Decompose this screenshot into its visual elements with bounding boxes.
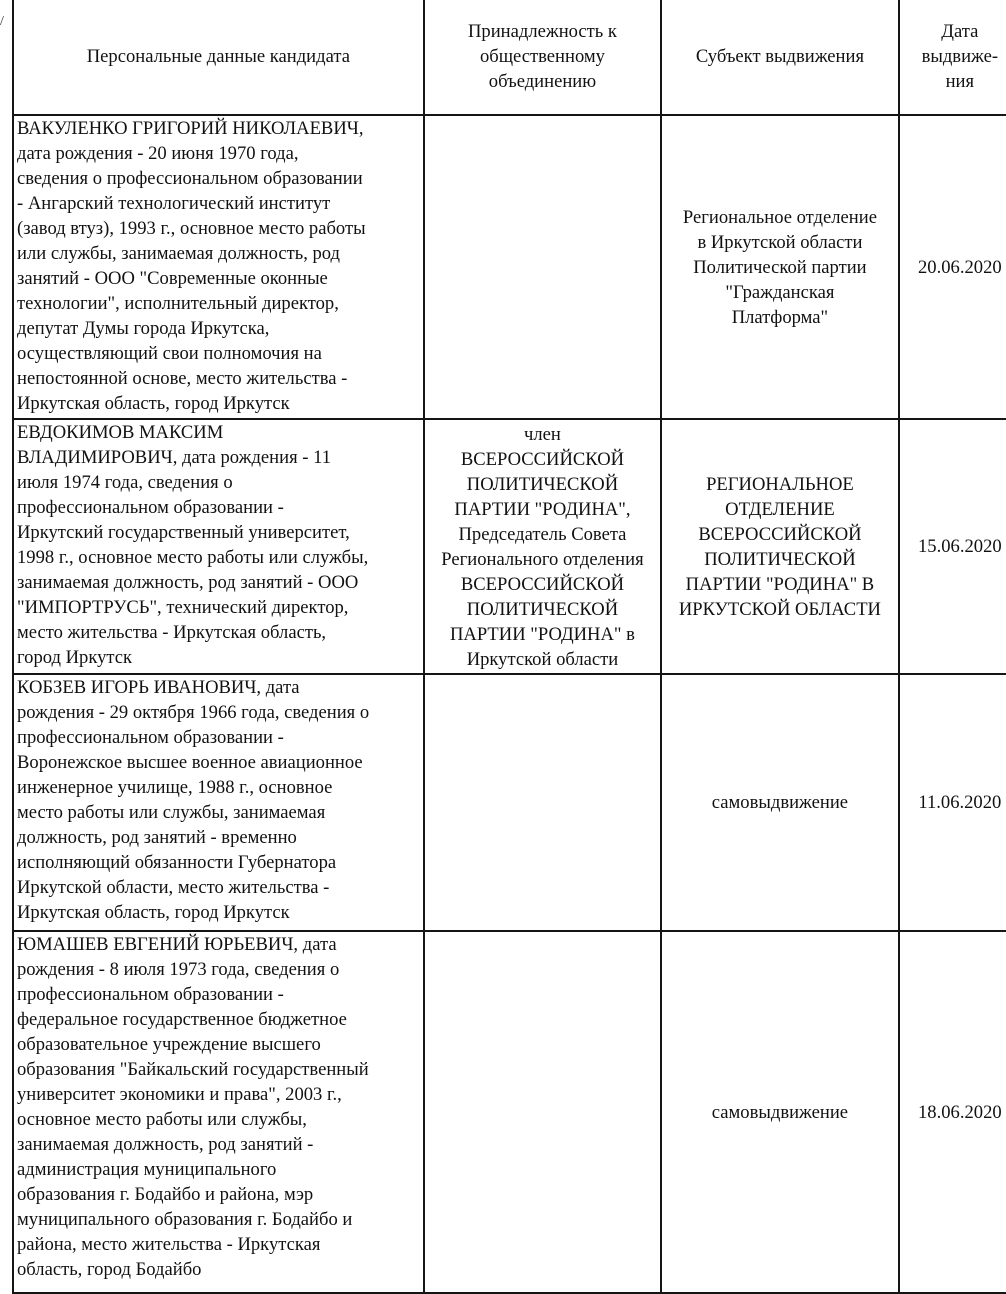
header-date: Дата выдвиже- ния	[899, 0, 1006, 115]
text-line: профессиональном образовании -	[17, 497, 284, 518]
table-row	[13, 931, 1006, 1293]
text-line: самовыдвижение	[711, 1101, 849, 1123]
text-line: Иркутская область, город Иркутск	[17, 902, 290, 923]
table-row	[13, 674, 1006, 931]
text-line: РЕГИОНАЛЬНОЕ	[706, 473, 854, 495]
margin-mark: /	[0, 14, 4, 29]
text-line: ПОЛИТИЧЕСКОЙ	[704, 548, 856, 570]
text-line: - Ангарский технологический институт	[17, 193, 331, 214]
text-line: ПОЛИТИЧЕСКОЙ	[466, 598, 619, 620]
text-line: КОБЗЕВ ИГОРЬ ИВАНОВИЧ, дата	[17, 677, 300, 698]
candidate-personal-data	[13, 115, 424, 419]
text-line: член	[524, 423, 561, 445]
text-line: занимаемая должность, род занятий - ООО	[17, 572, 359, 593]
text-line: занятий - ООО "Современные оконные	[17, 268, 328, 289]
text-line: ОТДЕЛЕНИЕ	[725, 498, 835, 520]
text-line: Иркутский государственный университет,	[17, 522, 350, 543]
text-line: осуществляющий свои полномочия на	[17, 343, 322, 364]
text-line: образовательное учреждение высшего	[17, 1034, 321, 1055]
candidate-affiliation	[424, 931, 661, 1293]
text-line: муниципального образования г. Бодайбо и	[17, 1209, 353, 1230]
text-line: профессиональном образовании -	[17, 984, 284, 1005]
text-line: образования "Байкальский государственный	[17, 1059, 369, 1080]
text-line: Воронежское высшее военное авиационное	[17, 752, 363, 773]
header-nominator: Субъект выдвижения	[661, 0, 898, 115]
text-line: образования г. Бодайбо и района, мэр	[17, 1184, 314, 1205]
text-line: университет экономики и права", 2003 г.,	[17, 1084, 342, 1105]
text-line: "Гражданская	[725, 281, 835, 303]
text-line: ПОЛИТИЧЕСКОЙ	[466, 473, 619, 495]
text-line: место работы или службы, занимаемая	[17, 802, 326, 823]
candidate-nomination-date: 20.06.2020	[899, 115, 1006, 419]
text-line: ЕВДОКИМОВ МАКСИМ	[17, 422, 224, 443]
text-line: ЮМАШЕВ ЕВГЕНИЙ ЮРЬЕВИЧ, дата	[17, 934, 337, 955]
text-line: в Иркутской области	[697, 231, 863, 253]
text-line: ВСЕРОССИЙСКОЙ	[460, 448, 625, 470]
candidate-nominator	[661, 115, 898, 419]
text-line: сведения о профессиональном образовании	[17, 168, 363, 189]
text-line: ВАКУЛЕНКО ГРИГОРИЙ НИКОЛАЕВИЧ,	[17, 118, 364, 139]
header-affiliation: Принадлежность к общественному объединению	[424, 0, 661, 115]
text-line: Регионального отделения	[441, 548, 644, 570]
text-line: Председатель Совета	[458, 523, 627, 545]
text-line: непостоянной основе, место жительства -	[17, 368, 348, 389]
text-line: исполняющий обязанности Губернатора	[17, 852, 337, 873]
text-line: место жительства - Иркутская область,	[17, 622, 327, 643]
text-line: района, место жительства - Иркутская	[17, 1234, 321, 1255]
header-row	[13, 0, 1006, 115]
candidate-nomination-date: 18.06.2020	[899, 931, 1006, 1293]
text-line: ИРКУТСКОЙ ОБЛАСТИ	[678, 598, 881, 620]
text-line: инженерное училище, 1988 г., основное	[17, 777, 333, 798]
table-row	[13, 419, 1006, 674]
candidate-affiliation	[424, 674, 661, 931]
text-line: область, город Бодайбо	[17, 1259, 202, 1280]
text-line: основное место работы или службы,	[17, 1109, 307, 1130]
candidate-personal-data	[13, 931, 424, 1293]
header-personal: Персональные данные кандидата	[13, 0, 424, 115]
candidate-nomination-date: 15.06.2020	[899, 419, 1006, 674]
text-line: ВЛАДИМИРОВИЧ, дата рождения - 11	[17, 447, 332, 468]
text-line: ВСЕРОССИЙСКОЙ	[460, 573, 625, 595]
candidates-table	[12, 0, 1006, 1294]
candidate-personal-data	[13, 674, 424, 931]
candidate-nominator	[661, 931, 898, 1293]
text-line: Иркутской области, место жительства -	[17, 877, 330, 898]
text-line: федеральное государственное бюджетное	[17, 1009, 347, 1030]
text-line: Иркутской области	[466, 648, 619, 670]
text-line: город Иркутск	[17, 647, 133, 668]
text-line: Иркутская область, город Иркутск	[17, 393, 290, 414]
text-line: технологии", исполнительный директор,	[17, 293, 339, 314]
text-line: ПАРТИИ "РОДИНА",	[454, 498, 631, 520]
candidate-nominator	[661, 419, 898, 674]
text-line: (завод втуз), 1993 г., основное место работы	[17, 218, 366, 239]
text-line: рождения - 29 октября 1966 года, сведения о	[17, 702, 370, 723]
text-line: Политической партии	[693, 256, 867, 278]
text-line: занимаемая должность, род занятий -	[17, 1134, 314, 1155]
text-line: ПАРТИИ "РОДИНА" В	[685, 573, 875, 595]
text-line: самовыдвижение	[711, 792, 849, 813]
text-line: профессиональном образовании -	[17, 727, 284, 748]
text-line: Платформа"	[731, 306, 829, 328]
text-line: или службы, занимаемая должность, род	[17, 243, 341, 264]
candidate-affiliation	[424, 419, 661, 674]
text-line: Региональное отделение	[682, 206, 877, 228]
candidate-affiliation	[424, 115, 661, 419]
text-line: "ИМПОРТРУСЬ", технический директор,	[17, 597, 349, 618]
text-line: депутат Думы города Иркутска,	[17, 318, 270, 339]
table-row	[13, 115, 1006, 419]
candidate-nominator	[661, 674, 898, 931]
text-line: дата рождения - 20 июня 1970 года,	[17, 143, 299, 164]
text-line: 1998 г., основное место работы или службы,	[17, 547, 369, 568]
text-line: рождения - 8 июля 1973 года, сведения о	[17, 959, 340, 980]
candidate-nomination-date: 11.06.2020	[899, 674, 1006, 931]
text-line: июля 1974 года, сведения о	[17, 472, 233, 493]
candidate-personal-data	[13, 419, 424, 674]
text-line: ПАРТИИ "РОДИНА" в	[450, 623, 635, 645]
text-line: администрация муниципального	[17, 1159, 277, 1180]
text-line: должность, род занятий - временно	[17, 827, 297, 848]
text-line: ВСЕРОССИЙСКОЙ	[698, 523, 862, 545]
